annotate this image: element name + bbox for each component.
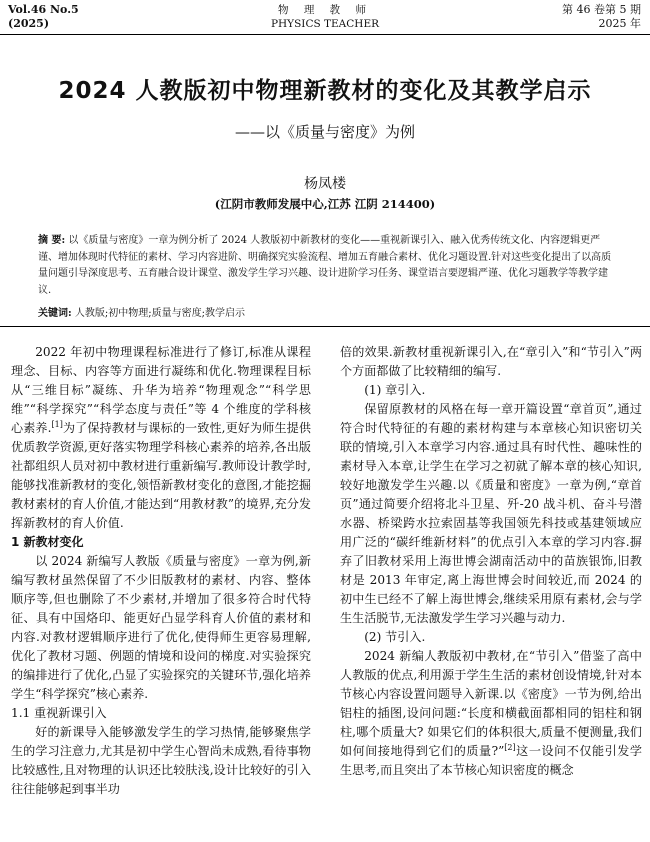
subsection-heading-1-1: 1.1 重视新课引入 — [11, 706, 107, 720]
paper-title: 2024 人教版初中物理新教材的变化及其教学启示 — [58, 78, 592, 104]
paper-subtitle: ——以《质量与密度》为例 — [234, 123, 415, 141]
year-cn: 2025 年 — [598, 17, 641, 30]
abstract-label: 摘 要: — [38, 235, 66, 246]
header-right — [562, 3, 641, 31]
keywords — [38, 304, 616, 319]
abstract-text: 以《质量与密度》一章为例分析了 2024 人教版初中新教材的变化——重视新课引入、融入优秀传统文化、内容逻辑更严谨、增加体现时代特征的素材、学习内容进阶、明确探究实验流程、增加五育融合素材、优化习题设置.针对这些变化提出了以高质量问题引导深度思考、五育融合设计课堂、激发学生学习兴趣、设计进阶学习任务、课堂语言要逻辑严谨、优化习题教学等教学建议. — [38, 235, 612, 296]
item-section-intro: (2) 节引入. — [364, 630, 426, 644]
header-center — [0, 3, 650, 31]
subsection-1-1-paragraph: 好的新课导入能够激发学生的学习热情,能够聚焦学生的学习注意力,尤其是初中学生心智尚未成熟,看待事物比较感性,且对物理的认识还比较肤浅,设计比较好的引入往往能够起到事半功 — [11, 725, 311, 796]
item-chapter-intro: (1) 章引入. — [364, 383, 426, 397]
keywords-text: 人教版;初中物理;质量与密度;教学启示 — [74, 308, 245, 319]
right-column — [340, 343, 642, 780]
journal-name-cn: 物 理 教 师 — [277, 4, 372, 16]
running-header — [0, 0, 650, 36]
journal-name-en: PHYSICS TEACHER — [270, 18, 380, 30]
issue-cn: 第 46 卷第 5 期 — [562, 3, 641, 16]
left-column — [11, 343, 311, 799]
citation-1: [1] — [51, 419, 63, 429]
keywords-label: 关键词: — [38, 308, 72, 319]
author-name: 杨凤楼 — [304, 176, 346, 192]
section-intro-text-tail: 这一设问不仅能引发学生思考,而且突出了本节核心知识密度的概念 — [340, 744, 642, 777]
intro-paragraph — [11, 343, 311, 533]
intro-text: 2022 年初中物理课程标准进行了修订,标准从课程理念、目标、内容等方面进行凝练和优化.物理课程目标从“三维目标”凝练、升华为培养“物理观念”“科学思维”“科学探究”“科学态度与责任”等 4 个维度的学科核心素养. — [11, 345, 311, 435]
section-1-paragraph: 以 2024 新编写人教版《质量与密度》一章为例,新编写教材虽然保留了不少旧版教材的素材、内容、整体顺序等,但也删除了不少素材,并增加了很多符合时代特征、具有中国烙印、能更好凸显学科育人价值的素材和内容.对教材逻辑顺序进行了优化,使得师生更容易理解,优化了教材习题、例题的情境和设问的梯度.对实验探究的编排进行了优化,凸显了实验探究的关键环节,强化培养学生“科学探究”核心素养. — [11, 554, 311, 701]
section-heading-1: 1 新教材变化 — [11, 535, 84, 549]
author-affiliation: (江阴市教师发展中心,江苏 江阴 214400) — [214, 197, 436, 211]
section-intro-paragraph — [340, 647, 642, 780]
header-year: (2025) — [8, 17, 50, 30]
citation-2: [2] — [504, 742, 516, 752]
section-rule — [0, 326, 650, 327]
abstract — [38, 233, 616, 299]
section-intro-text: 2024 新编人教版初中教材,在“节引入”借鉴了高中人教版的优点,利用源于学生生活的素材创设情境,针对本节核心内容设置问题导入新课.以《密度》一节为例,给出铝柱的插图,设问问题:“长度和横截面都相同的铝柱和钢柱,哪个质量大? 如果它们的体积很大,质量不便测量,我们如何间接地得到它们的质量?” — [340, 649, 642, 758]
header-rule — [0, 34, 650, 35]
volume-issue: Vol.46 No.5 — [8, 3, 79, 16]
intro-text-tail: 为了保持教材与课标的一致性,更好为师生提供优质教学资源,更好落实物理学科核心素养的培养,各出版社都组织人员对初中教材进行重新编写.教师设计教学时,能够找准新教材的变化,领悟新教材变化的意图,才能挖掘教材素材的育人价值,才能达到“用教材教”的境界,充分发挥新教材的育人价值. — [11, 421, 311, 530]
chapter-intro-paragraph: 保留原教材的风格在每一章开篇设置“章首页”,通过符合时代特征的有趣的素材构建与本章核心知识密切关联的情境,引入本章学习内容.通过具有时代性、趣味性的素材导入本章,让学生在学习之初就了解本章的核心知识,较好地激发学生兴趣.以《质量和密度》一章为例,“章首页”通过简要介绍将北斗卫星、歼-20 战斗机、奋斗号潜水器、桥梁跨水拉索固基等我国领先科技或基建领域应用广泛的“碳纤维新材料”的优点引入本章的学习内容.摒弃了旧教材采用上海世博会湖南活动中的苗族银饰,旧教材是 2013 年审定,离上海世博会时间较近,而 2024 的初中生已经不了解上海世博会,继续采用原有素材,会与学生生活脱节,无法激发学生学习兴趣与动力. — [340, 402, 642, 625]
continued-paragraph: 倍的效果.新教材重视新课引入,在“章引入”和“节引入”两个方面都做了比较精细的编写. — [340, 345, 642, 378]
